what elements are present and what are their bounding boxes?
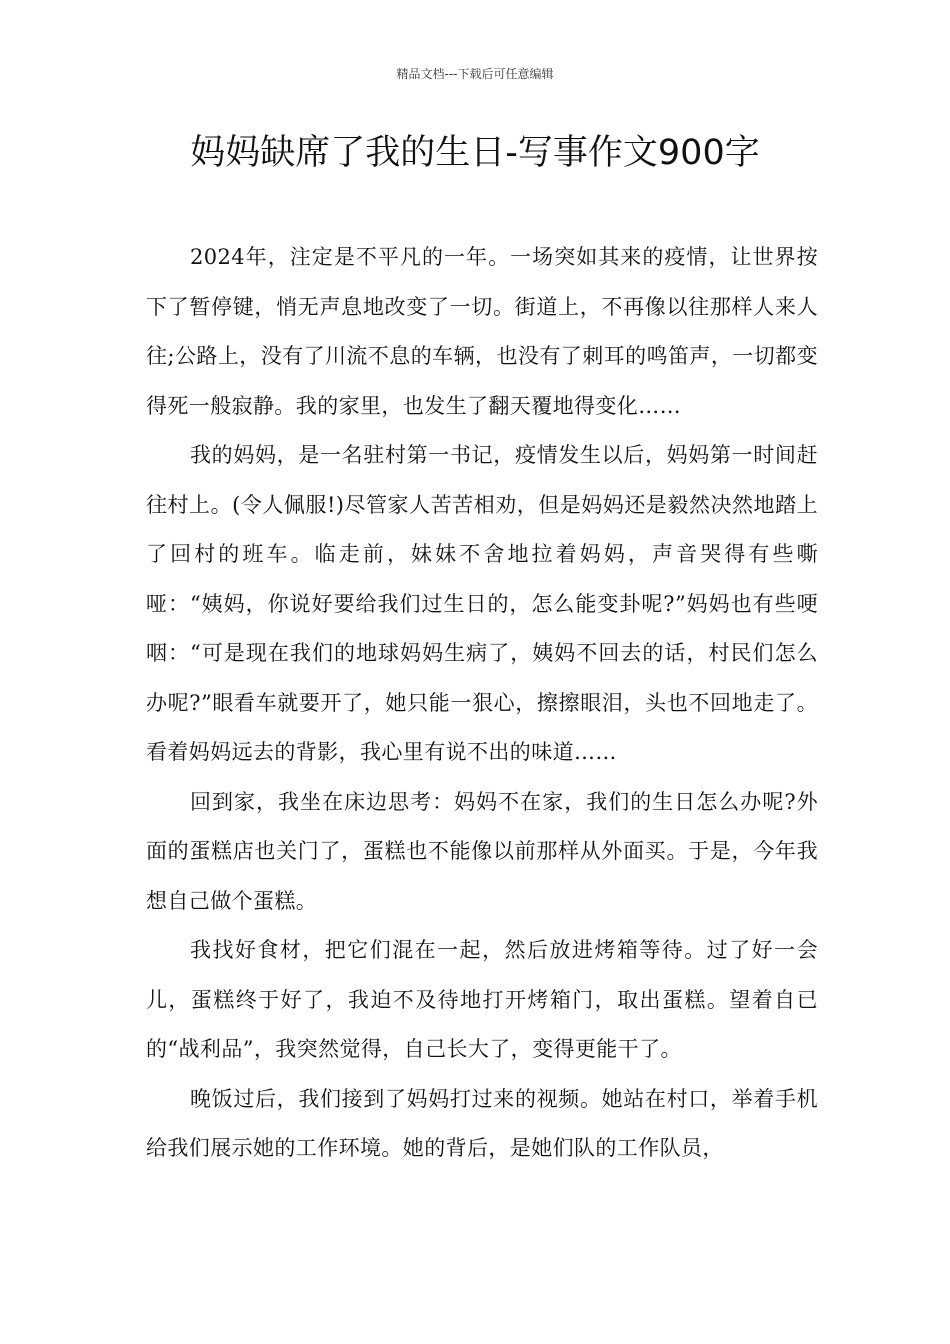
paragraph-1: 2024年，注定是不平凡的一年。一场突如其来的疫情，让世界按下了暂停键，悄无声息地改变了一切。街道上，不再像以往那样人来人往;公路上，没有了川流不息的车辆，也没有了刺耳的鸣笛声，一切都变得死一般寂静。我的家里，也发生了翻天覆地得变化…… xyxy=(146,245,818,418)
article-body xyxy=(146,233,818,1174)
paragraph-4: 我找好食材，把它们混在一起，然后放进烤箱等待。过了好一会儿，蛋糕终于好了，我迫不及待地打开烤箱门，取出蛋糕。望着自已的“战利品”，我突然觉得，自己长大了，变得更能干了。 xyxy=(146,938,818,1061)
page-title: 妈妈缺席了我的生日-写事作文900字 xyxy=(190,133,760,173)
paragraph-3: 回到家，我坐在床边思考：妈妈不在家，我们的生日怎么办呢?外面的蛋糕店也关门了，蛋糕也不能像以前那样从外面买。于是，今年我想自己做个蛋糕。 xyxy=(146,789,818,913)
header-note: 精品文档---下载后可任意编辑 xyxy=(396,67,554,81)
paragraph-2: 我的妈妈，是一名驻村第一书记，疫情发生以后，妈妈第一时间赶往村上。(令人佩服!)尽管家人苦苦相劝，但是妈妈还是毅然决然地踏上了回村的班车。临走前，妹妹不舍地拉着妈妈，声音哭得有些嘶哑：“姨妈，你说好要给我们过生日的，怎么能变卦呢?”妈妈也有些哽咽：“可是现在我们的地球妈妈生病了，姨妈不回去的话，村民们怎么办呢?”眼看车就要开了，她只能一狠心，擦擦眼泪，头也不回地走了。看着妈妈远去的背影，我心里有说不出的味道…… xyxy=(146,443,818,764)
paragraph-5: 晚饭过后，我们接到了妈妈打过来的视频。她站在村口，举着手机给我们展示她的工作环境。她的背后，是她们队的工作队员， xyxy=(146,1086,818,1160)
